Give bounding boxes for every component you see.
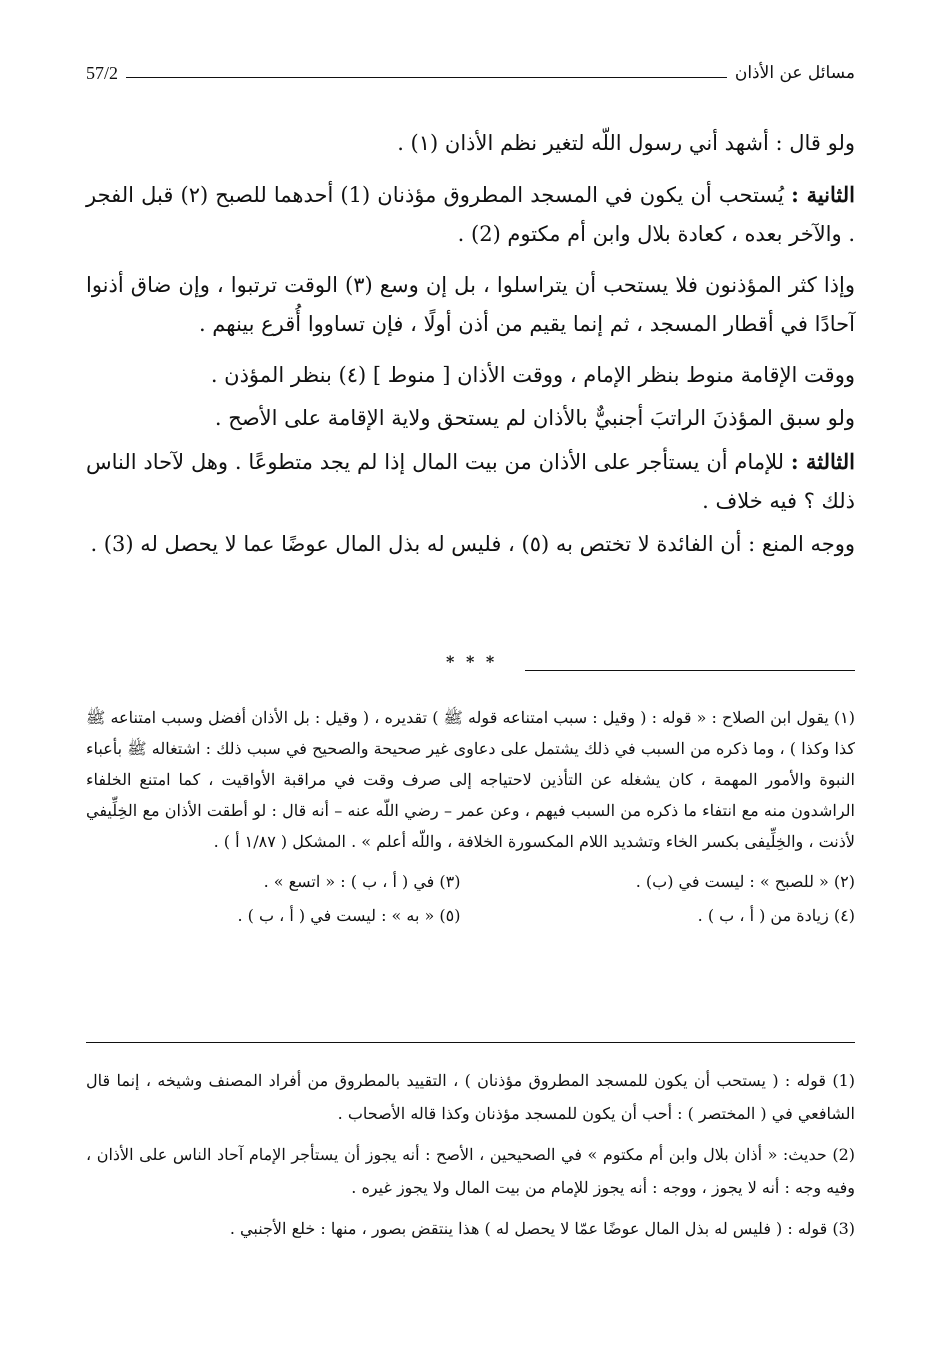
paragraph-3: وإذا كثر المؤذنون فلا يستحب أن يتراسلوا ، بل إن وسع (٣) الوقت ترتبوا ، وإن ضاق أذنوا آحادًا في أقطار المسجد ، ثم إنما يقيم من أذن أولًا ، فإن تساووا أُقرع بينهم . [86,273,855,336]
paragraph-2 [86,175,855,254]
page-number: 57/2 [86,62,119,83]
section-separator [86,652,855,682]
editor-footnote-grid [86,865,855,933]
paragraph-5: ولو سبق المؤذنَ الراتبَ أجنبيٌّ بالأذان لم يستحق ولاية الإقامة على الأصح . [214,406,855,430]
running-header [86,58,855,88]
paragraph-7: ووجه المنع : أن الفائدة لا تختص به (٥) ، فليس له بذل المال عوضًا عما لا يحصل له (3) . [90,532,855,556]
commentary-note-2: (2) حديث: « أذان بلال وابن أم مكتوم » في الصحيحين ، الأصح : أنه يجوز أن يستأجر الإمام آحاد الناس على الأذان ، وفيه وجه : أنه لا يجوز ، ووجه : أنه يجوز للإمام من بيت المال ولا يجوز غيره . [86,1145,855,1197]
footnote-rule [525,670,855,671]
section-heading-second: الثانية : [791,182,855,207]
editor-footnote-3: (٣) في ( أ ، ب ) : « اتسع » . [263,872,461,891]
editor-footnote-1: (١) يقول ابن الصلاح : « قوله : ( وقيل : سبب امتناعه قوله ﷺ ) تقديره ، ( وقيل : بل الأذان أفضل وسبب امتناعه ﷺ كذا وكذا ) ، وما ذكره من السبب في ذلك يشتمل على دعاوى غير صحيحة والصحيح في سبب ذلك : اشتغاله ﷺ بأعباء النبوة والأمور المهمة ، كان يشغله عن التأذين لاحتياجه إلى صرف وقت في مراقبة الأواقيت ، كما امتنع الخلفاء الراشدون منه مع انتفاء ما ذكره من السبب فيهم ، وعن عمر – رضي اللّه عنه – أنه قال : لو أطقت الأذان مع الخِلِّيفي لأذنت ، والخِلِّيفى بكسر الخاء وتشديد اللام المكسورة الخلافة ، واللّه أعلم » . المشكل ( ١/٨٧ أ ) . [86,708,856,851]
running-title: مسائل عن الأذان [734,63,855,83]
notes-divider [86,1042,855,1043]
editor-footnotes [86,702,855,933]
paragraph-4: ووقت الإقامة منوط بنظر الإمام ، ووقت الأذان [ منوط ] (٤) بنظر المؤذن . [210,363,855,387]
header-rule [126,77,727,78]
section-heading-third: الثالثة : [790,449,855,474]
commentary-footnotes [86,1064,855,1245]
paragraph-6-text: للإمام أن يستأجر على الأذان من بيت المال إذا لم يجد متطوعًا . وهل لآحاد الناس ذلك ؟ فيه خلاف . [86,450,855,513]
commentary-note-1: (1) قوله : ( يستحب أن يكون للمسجد المطروق مؤذنان ) ، التقييد بالمطروق من أفراد المصنف وشيخه ، إنما قال الشافعي في ( المختصر ) : أحب أن يكون للمسجد مؤذنان وكذا قاله الأصحاب . [86,1071,855,1123]
paragraph-6 [86,442,855,521]
editor-footnote-5: (٥) « به » : ليست في ( أ ، ب ) . [237,906,461,925]
paragraph-1: ولو قال : أشهد أني رسول اللّه لتغير نظم الأذان (١) . [397,131,855,155]
page [86,0,855,1345]
commentary-note-3: (3) قوله : ( فليس له بذل المال عوضًا عمّا لا يحصل له ) هذا ينتقض بصور ، منها : خلع الأجنبي . [229,1219,855,1238]
editor-footnote-2: (٢) « للصبح » : ليست في (ب) . [635,872,855,891]
main-text [86,124,855,564]
editor-footnote-4: (٤) زيادة من ( أ ، ب ) . [697,906,855,925]
asterism: * * * [446,652,498,671]
paragraph-2-text: يُستحب أن يكون في المسجد المطروق مؤذنان (1) أحدهما للصبح (٢) قبل الفجر . والآخر بعده ، كعادة بلال وابن أم مكتوم (2) . [86,183,855,246]
